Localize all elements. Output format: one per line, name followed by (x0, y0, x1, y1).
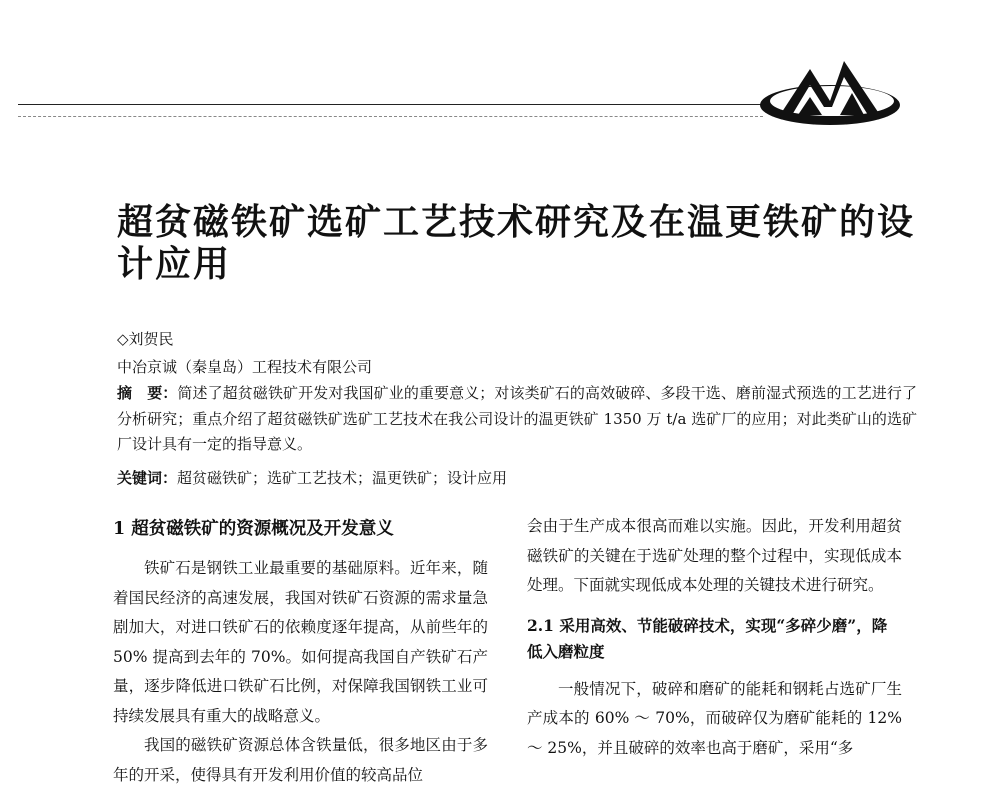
mountain-logo-icon (752, 55, 902, 135)
paper-title: 超贫磁铁矿选矿工艺技术研究及在温更铁矿的设计应用 (117, 202, 916, 285)
keywords (117, 467, 507, 488)
body-paragraph: 一般情况下，破碎和磨矿的能耗和钢耗占选矿厂生产成本的 60% ～ 70%，而破碎仅为磨矿能耗的 12% ～ 25%，并且破碎的效率也高于磨矿，采用“多 (527, 679, 902, 757)
author-affiliation: 中冶京诚（秦皇岛）工程技术有限公司 (117, 358, 373, 376)
header-rule-dashed (18, 116, 763, 117)
subsection-title: 2.1 采用高效、节能破碎技术，实现“多碎少磨”，降低入磨粒度 (527, 615, 888, 661)
author-name: ◇刘贺民 (117, 330, 174, 348)
abstract-label: 摘 要： (117, 384, 178, 402)
abstract-text: 简述了超贫磁铁矿开发对我国矿业的重要意义；对该类矿石的高效破碎、多段干选、磨前湿式预选的工艺进行了分析研究；重点介绍了超贫磁铁矿选矿工艺技术在我公司设计的温更铁矿 1350 万 t/a 选矿厂的应用；对此类矿山的选矿厂设计具有一定的指导意义。 (117, 384, 917, 453)
body-column-left (113, 516, 488, 790)
body-paragraph: 我国的磁铁矿资源总体含铁量低，很多地区由于多年的开采，使得具有开发利用价值的较高品位 (113, 736, 488, 784)
body-column-right (527, 512, 902, 763)
keywords-label: 关键词： (117, 469, 178, 487)
keywords-text: 超贫磁铁矿；选矿工艺技术；温更铁矿；设计应用 (177, 469, 508, 487)
body-paragraph: 会由于生产成本很高而难以实施。因此，开发利用超贫磁铁矿的关键在于选矿处理的整个过程中，实现低成本处理。下面就实现低成本处理的关键技术进行研究。 (527, 517, 902, 594)
section-title: 1 超贫磁铁矿的资源概况及开发意义 (113, 519, 394, 539)
body-paragraph: 铁矿石是钢铁工业最重要的基础原料。近年来，随着国民经济的高速发展，我国对铁矿石资源的需求量急剧加大，对进口铁矿石的依赖度逐年提高，从前些年的 50% 提高到去年的 70%。如何提高我国自产铁矿石产量，逐步降低进口铁矿石比例，对保障我国钢铁工业可持续发展具有重大的战略意义。 (113, 559, 488, 725)
header-rule (18, 104, 763, 105)
abstract (117, 381, 917, 458)
